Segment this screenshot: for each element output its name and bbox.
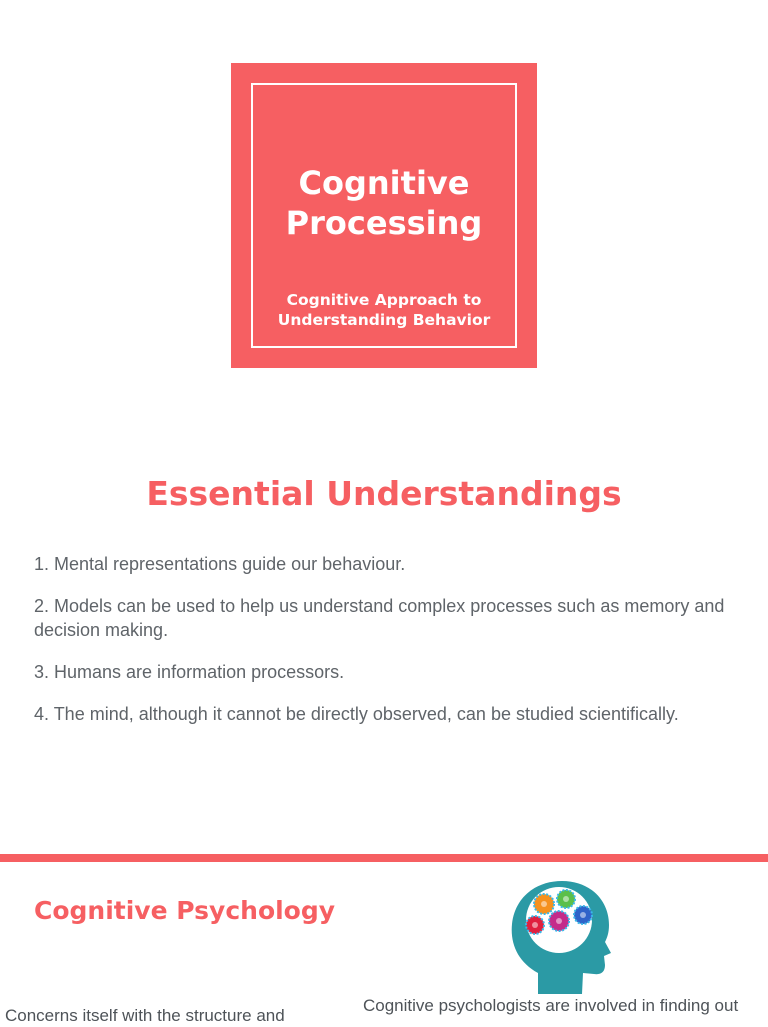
list-item: 2. Models can be used to help us understand complex processes such as memory and decision making. [34, 596, 725, 640]
title-box [231, 63, 537, 368]
list-item: 3. Humans are information processors. [34, 662, 345, 682]
list-item: 4. The mind, although it cannot be directly observed, can be studied scientifically. [34, 704, 679, 724]
cognitive-psychology-heading: Cognitive Psychology [34, 896, 336, 925]
list-item: 1. Mental representations guide our behaviour. [34, 554, 406, 574]
presentation-title [231, 163, 537, 243]
presentation-subtitle [231, 290, 537, 330]
essential-understandings-heading: Essential Understandings [146, 474, 622, 513]
cognitive-psychology-description: Concerns itself with the structure and [5, 1006, 285, 1025]
cognitive-psychologists-description: Cognitive psychologists are involved in finding out [363, 996, 739, 1015]
section-divider [0, 854, 768, 862]
subtitle-line-2: Understanding Behavior [277, 311, 491, 329]
subtitle-line-1: Cognitive Approach to [286, 291, 482, 309]
essential-understandings-list [34, 552, 746, 744]
brain-gears-icon [508, 878, 612, 994]
title-line-1: Cognitive [298, 164, 470, 202]
title-line-2: Processing [285, 204, 483, 242]
